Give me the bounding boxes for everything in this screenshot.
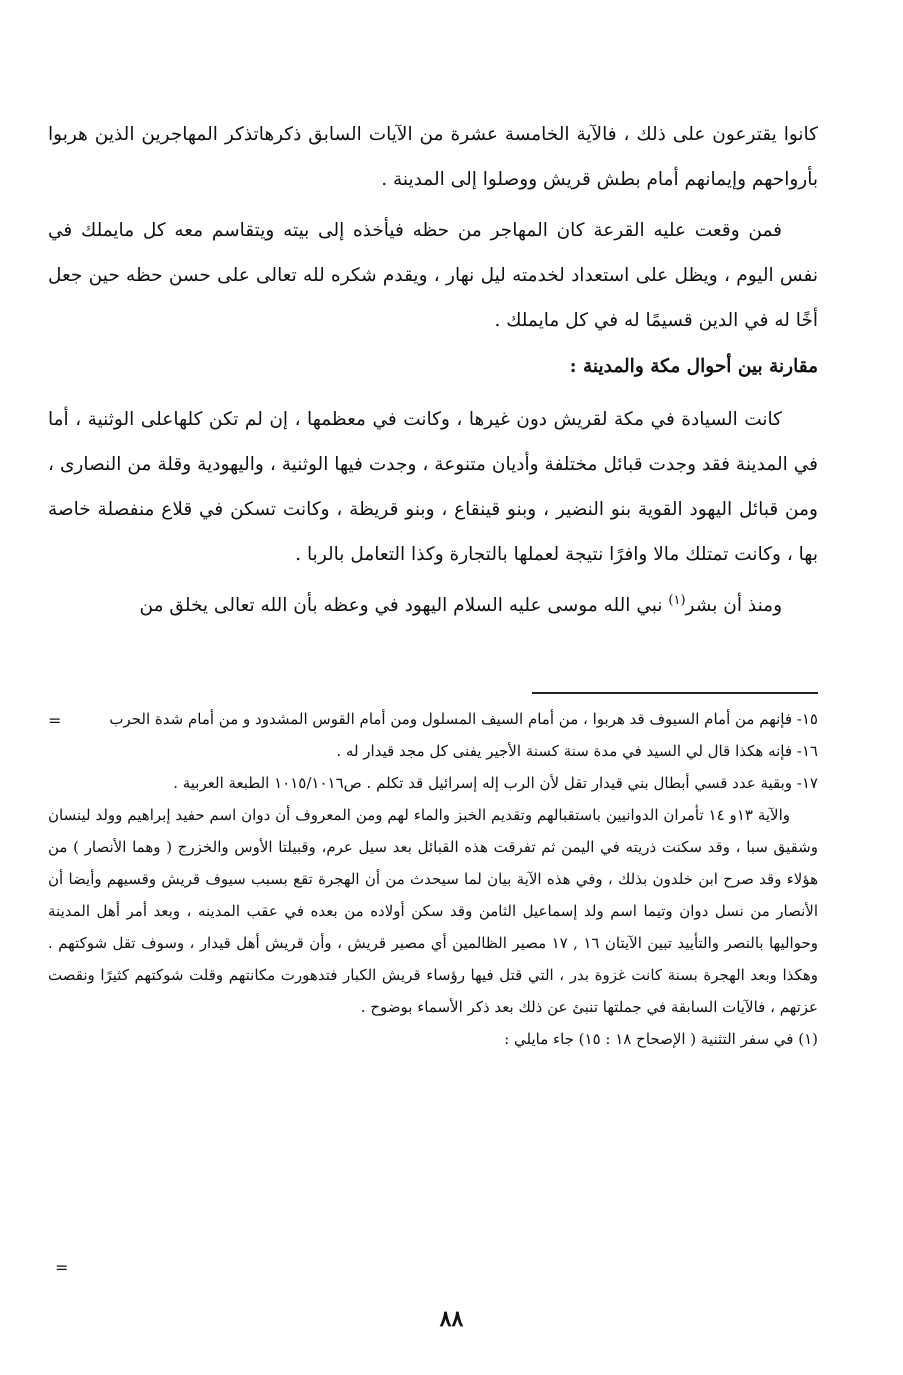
- footnote-separator: [532, 692, 818, 694]
- footnote-17: ١٧- وبقية عدد قسي أبطال بني قيدار تقل لأن الرب إله إسرائيل قد تكلم . ص١٠١٥/١٠١٦ الطبعة العربية .: [173, 774, 818, 792]
- footnote-reference: (١): [668, 592, 686, 608]
- footnotes: [48, 703, 818, 1055]
- paragraph-1: كانوا يقترعون على ذلك ، فالآية الخامسة عشرة من الآيات السابق ذكرهاتذكر المهاجرين الذين هربوا بأرواحهم وإيمانهم أمام بطش قريش ووصلوا إلى المدينة .: [48, 124, 818, 190]
- footnote-16: ١٦- فإنه هكذا قال لي السيد في مدة سنة كسنة الأجير يفنى كل مجد قيدار له .: [336, 742, 818, 760]
- footnote-1: (١) في سفر التثنية ( الإصحاح ١٨ : ١٥) جاء مايلي :: [504, 1030, 818, 1048]
- paragraph-3: كانت السيادة في مكة لقريش دون غيرها ، وكانت في معظمها ، إن لم تكن كلهاعلى الوثنية ، أما في المدينة فقد وجدت قبائل مختلفة وأديان متنوعة ، وجدت فيها الوثنية ، واليهودية وقلة من النصارى ، ومن قبائل اليهود القوية بنو النضير ، وبنو قينقاع ، وبنو قريظة ، وكانت تسكن في قلاع منفصلة خاصة بها ، وكانت تمتلك مالا وافرًا نتيجة لعملها بالتجارة وكذا التعامل بالربا .: [48, 409, 818, 565]
- paragraph-4: [48, 583, 818, 628]
- paragraph-4-start: ومنذ أن بشر: [685, 595, 782, 616]
- section-heading: مقارنة بين أحوال مكة والمدينة :: [569, 356, 818, 377]
- footnote-15: ١٥- فإنهم من أمام السيوف قد هربوا ، من أمام السيف المسلول ومن أمام القوس المشدود و من أمام شدة الحرب: [109, 710, 818, 728]
- page-number: ٨٨: [439, 1306, 464, 1332]
- paragraph-2: فمن وقعت عليه القرعة كان المهاجر من حظه فيأخذه إلى بيته ويتقاسم معه كل مايملك في نفس اليوم ، ويظل على استعداد لخدمته ليل نهار ، ويقدم شكره لله تعالى على حسن حظه حين جعل أخًا له في الدين قسيمًا له في كل مايملك .: [48, 220, 818, 331]
- paragraph-4-end: نبي الله موسى عليه السلام اليهود في وعظه بأن الله تعالى يخلق من: [139, 595, 669, 616]
- footnote-commentary: والآية ١٣و ١٤ تأمران الدوانيين باستقبالهم وتقديم الخبز والماء لهم ومن المعروف أن دوان اسم حفيد إبراهيم وولد لينسان وشقيق سبا ، وقد سكنت ذريته في اليمن ثم تفرقت هذه القبائل بعد سيل عرم، وقبيلتا الأوس والخزرج ( وهما الأنصار ) من هؤلاء وقد صرح ابن خلدون بذلك ، وفي هذه الآية بيان لما سيحدث من أن الهجرة تقع بسبب سيوف قريش وقسيهم وأيضا أن الأنصار من نسل دوان وتيما اسم ولد إسماعيل الثامن وقد سكن أولاده من بعده في عقب المدينه ، وبعد أمر أهل المدينة وحواليها بالنصر والتأييد تبين الآيتان ١٦ , ١٧ مصير الظالمين أي مصير قريش ، وأن قريش أهل قيدار ، وسوف تقل شوكتهم . وهكذا وبعد الهجرة بسنة كانت غزوة بدر ، التي قتل فيها رؤساء قريش الكبار فتدهورت مكانتهم وقلت شوكتهم كثيرًا ونقصت عزتهم ، فالآيات السابقة في جملتها تنبئ عن ذلك بعد ذكر الأسماء بوضوح .: [48, 806, 818, 1016]
- continuation-mark-top: =: [48, 711, 62, 730]
- continuation-mark-bottom: =: [55, 1258, 69, 1277]
